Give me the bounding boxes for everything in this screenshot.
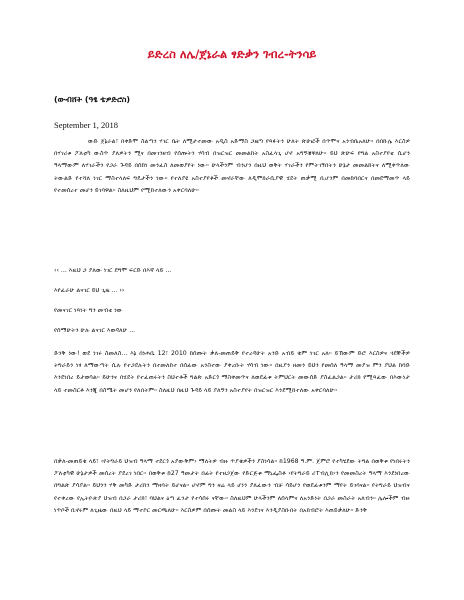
verse-line: የሰማሁትን ሁሉ ልናገር እወዳለሁ ... [54,327,136,334]
document-author: (ውብሸት (ዓፄ ቴዎድሮስ) [54,95,131,104]
verse-line: የመናገር ነጻነት ግን መብቴ ነው [54,307,123,314]
body-paragraph: ድንቅ ነው! ወደ ነገሩ ስመለስ... እኔ በነሐሴ 12፣ 2010 ከሰጡት ቃለ-መጠይቅ የተረዳሁት አንድ አብይ ቁም ነገር አለ። ይኸውም ድሮ እርስዎና ጓደኞችዎ ትግራይን ነፃ ለማውጣት ሲሉ የተጋደሉትን በተመለከተ በሰፊው አንስተው ያቀረቡት ሃሳብ ነው። በዚያን ዘመን ይህን የመሰለ ዓላማ መያዝ ምን ያህል ከባድ እንደነበረ ይታወሳል። ይሁንና በሂደት የተፈጠሩትን ስህተቶች ግልጽ አድርጎ ማስቀመጥና ለወደፊቱ ትምህርት መውሰድ ያስፈልጋል። ታሪክ የሚጻፈው በእውነታ ላይ ተመስርቶ እንጂ በስሜት መሆን የለበትም። ስለዚህ በዚህ ጉዳይ ላይ ያለኝን አስተያየት በዝርዝር እንደሚከተለው አቀርባለሁ። [54,350,410,394]
quoted-verse [54,265,171,345]
body-paragraph: ውድ ጀኔራል፣ በቀድሞ ስልጣን ሃገር ቤት ለሚታተመው አዲስ አድማስ ጋዜጣ የጻፉትን ሁለት ጽሁፎች በጥሞና አንብቤአለሁ። በበኩሌ እርስዎ በሃገሪቱ ፖለቲካ ውስጥ ያለዎትን ሚና በመገንዘብ የሰጡትን ሃሳብ በዝርዝር መመልከት አስፈላጊ ሆኖ አግኝቼዋለሁ። ይህ ጽሁፍ የግል አስተያየቴ ሲሆን ዓላማውም ለሃገራችን የጋራ ጉዳይ በሰከነ መንፈስ ለመወያየት ነው። ሁላችንም ብንሆን በዚህ ወቅት ሃገራችን የምትገኝበትን ሁኔታ መመልከትና ለሚቀጥለው ትውልድ የተሻለ ነገር ማስተላለፍ ግዴታችን ነው። የተለያዩ አስተያየቶች መኖራቸው ለዲሞክራሲያዊ ሂደት ጠቃሚ ቢሆንም በመከባበርና በመደማመጥ ላይ የተመሰረተ መሆን ይገባዋል። ስለዚህም የሚከተለውን አቀርባለሁ። [54,138,410,194]
body-paragraph: በቃለ-መጠይቁ ላይ፣ ‹የትግራይ ህዝብ ዓላማ ተደርጎ አያውቅም› ማለትዎ ብዙ ጥያቄዎችን ያስነሳል። ከ1968 ዓ.ም. ጀምሮ የተካሄደው ትግል በወቅቱ የነበሩትን ፖለቲካዊ ሁኔታዎች መሰረት ያደረገ ነበር። በወቅቱ ከ27 ዓመታት በፊት የተዘጋጀው የድርጅቱ ማኒፌስቶ ‹የትግራይ ሪፐብሊክ›ን የመመስረት ዓላማ እንደነበረው በግልጽ ያሳያል። ይህንን ሃቅ መካድ ታሪክን ማዛባት ይሆናል። ሆኖም ግን ዛሬ ላይ ሆነን ያለፈውን ብቻ ሳይሆን የወደፊቱንም ማየት ይገባናል። የትግራይ ህዝብና የተቀረው የኢትዮጵያ ህዝብ በጋራ ታሪክ፣ ባህልና ዕጣ ፈንታ የተሳሰሩ ናቸው። ስለዚህም ሁላችንም ለሰላምና ለአንድነት በጋራ መስራት አለብን። ሌሎችም ብዙ ነጥቦች ቢኖሩም ለጊዜው በዚህ ላይ ማተኮር መርጫለሁ። እርስዎም በሰጡት መልስ ላይ እንደገና እንዲያስቡበት በአክብሮት እጠይቃለሁ። ድንቅ [54,458,410,514]
document-title: ይድረስ ለሌ/ጀኔራል ፃድቃን ገብረ-ትንሳይ [147,47,317,61]
document-date: September 1, 2018 [54,120,118,130]
verse-line: ‹‹ ... እዚህ ጋ ያለው ነገር ደግሞ ፍርድ በእኛ ላይ ... [54,267,172,274]
verse-line: እየፈራሁ ልናገር ይህ ጊዜ ... ›› [54,287,125,294]
